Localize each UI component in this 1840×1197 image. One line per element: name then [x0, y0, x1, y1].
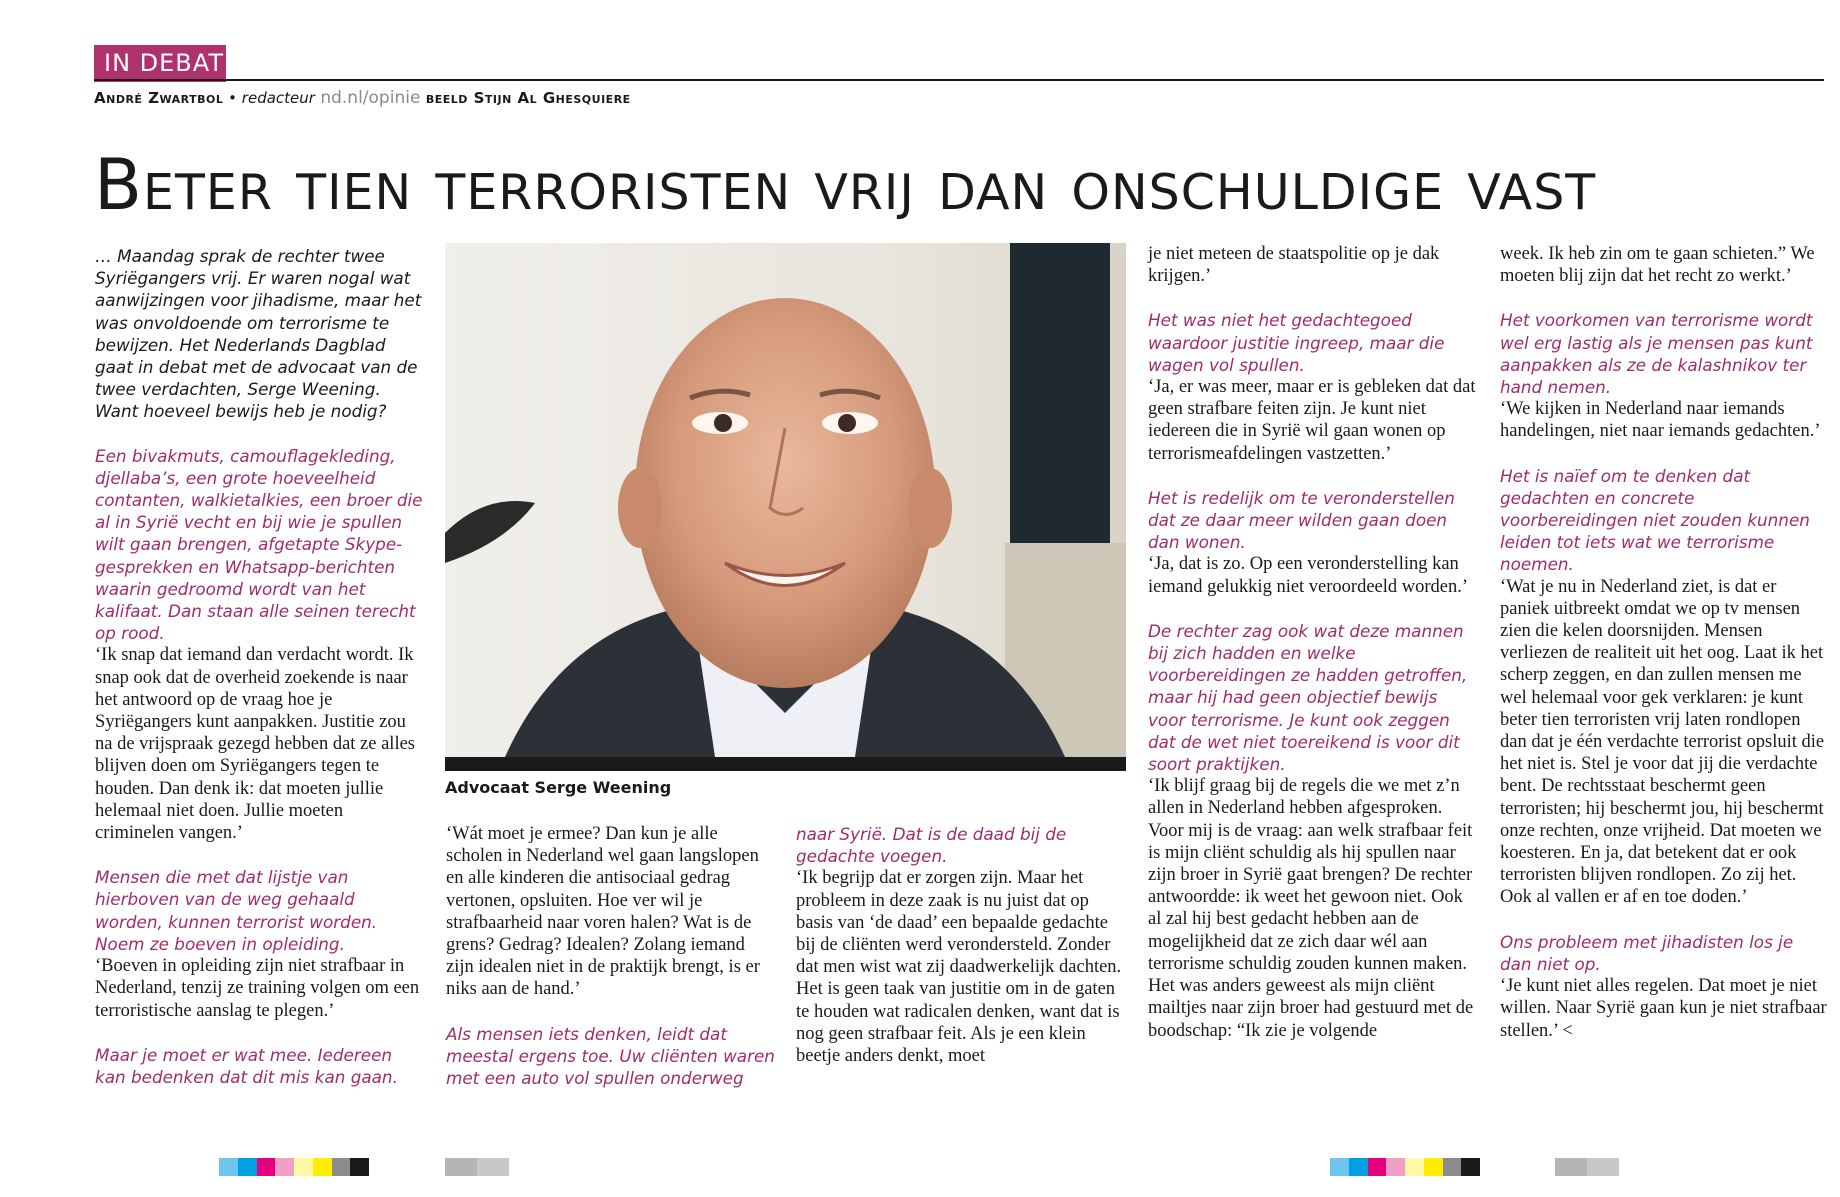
- byline-author: André Zwartbol: [94, 89, 224, 107]
- color-bar-left: [219, 1158, 369, 1176]
- grey-bar-right: [1555, 1158, 1619, 1176]
- answer: ‘Ik blijf graag bij de regels die we met z’n allen in Nederland hebben afgesproken. Voor mij is de vraag: aan welk strafbaar feit is mijn cliënt schuldig als hij spullen naar zijn broer in Syrië gaat brengen? De rechter antwoordde: ik weet het gewoon niet. Ook al zal hij best gedacht hebben aan de mogelijkheid dat ze zich daar wél aan terrorisme schuldig zouden kunnen maken. Het was anders geweest als mijn cliënt mailtjes naar zijn broer had gestuurd met de boodschap: “Ik zie je volgende: [1148, 776, 1474, 1041]
- question: Het is naïef om te denken dat gedachten en concrete voorbereidingen niet zouden kunnen leiden tot iets wat we terrorisme noemen.: [1500, 465, 1810, 575]
- question: De rechter zag ook wat deze mannen bij zich hadden en welke voorbereidingen ze hadden getroffen, maar hij had geen objectief bewijs voor terrorisme. Je kunt ook zeggen dat de wet niet toereikend is voor dit soort praktijken.: [1148, 620, 1468, 775]
- answer: ‘Je kunt niet alles regelen. Dat moet je niet willen. Naar Syrië gaan kun je niet strafbaar stellen.’ <: [1500, 976, 1827, 1041]
- question: Maar je moet er wat mee. Iedereen kan bedenken dat dit mis kan gaan.: [95, 1044, 398, 1087]
- color-swatch: [1424, 1158, 1443, 1176]
- color-swatch: [1555, 1158, 1587, 1176]
- color-bar-right: [1330, 1158, 1480, 1176]
- color-swatch: [1587, 1158, 1619, 1176]
- color-swatch: [1405, 1158, 1424, 1176]
- answer: ‘Ja, er was meer, maar er is gebleken dat dat geen strafbare feiten zijn. Je kunt niet iedereen die in Syrië wil gaan wonen op terrorismeafdelingen vastzetten.’: [1148, 377, 1476, 464]
- color-swatch: [1443, 1158, 1462, 1176]
- intro: … Maandag sprak de rechter twee Syriëgangers vrij. Er waren nogal wat aanwijzingen voor jihadisme, maar het was onvoldoende om terrorisme te bewijzen. Het Nederlands Dagblad gaat in debat met de advocaat van de twee verdachten, Serge Weening. Want hoeveel bewijs heb je nodig?: [95, 246, 422, 422]
- question: Mensen die met dat lijstje van hierboven van de weg gehaald worden, kunnen terrorist worden. Noem ze boeven in opleiding.: [95, 867, 378, 954]
- header-rule: [94, 79, 1824, 81]
- photo-caption: Advocaat Serge Weening: [445, 778, 672, 797]
- color-swatch: [1386, 1158, 1405, 1176]
- answer: je niet meteen de staatspolitie op je dak krijgen.’: [1148, 244, 1440, 287]
- color-swatch: [219, 1158, 238, 1176]
- grey-bar-left: [445, 1158, 509, 1176]
- color-swatch: [313, 1158, 332, 1176]
- color-swatch: [350, 1158, 369, 1176]
- byline: [94, 88, 631, 108]
- column-2: [446, 823, 776, 1089]
- answer: ‘Wát moet je ermee? Dan kun je alle scholen in Nederland wel gaan langslopen en alle kinderen die antisociaal gedrag vertonen, opsluiten. Hoe ver wil je strafbaarheid naar voren halen? Wat is de grens? Gedrag? Idealen? Zolang iemand zijn idealen niet in de praktijk brengt, is er niks aan de hand.’: [446, 824, 760, 1000]
- question: Als mensen iets denken, leidt dat meestal ergens toe. Uw cliënten waren met een auto vol spullen onderweg: [446, 1023, 775, 1089]
- answer: Het is geen taak van justitie om in de gaten te houden wat radicalen denken, want dat is nog geen strafbaar feit. Als je een klein beetje anders denkt, moet: [796, 979, 1120, 1067]
- column-5: [1500, 243, 1830, 1042]
- byline-separator: •: [223, 89, 242, 107]
- section-tag: IN DEBAT: [94, 45, 226, 82]
- color-swatch: [275, 1158, 294, 1176]
- color-swatch: [1330, 1158, 1349, 1176]
- color-swatch: [1461, 1158, 1480, 1176]
- question: Ons probleem met jihadisten los je dan niet op.: [1500, 931, 1794, 974]
- answer: week. Ik heb zin om te gaan schieten.” We moeten blij zijn dat het recht zo werkt.’: [1500, 244, 1815, 287]
- question: Het voorkomen van terrorisme wordt wel erg lastig als je mensen pas kunt aanpakken als ze de kalashnikov ter hand nemen.: [1500, 310, 1813, 398]
- color-swatch: [477, 1158, 509, 1176]
- portrait-illustration: [445, 243, 1126, 757]
- color-swatch: [1368, 1158, 1387, 1176]
- color-swatch: [1349, 1158, 1368, 1176]
- byline-photo-credit: beeld Stijn Al Ghesquiere: [425, 89, 631, 107]
- column-3: [796, 823, 1126, 1067]
- portrait-photo: [445, 243, 1126, 757]
- photo-bottom-bar: [445, 757, 1126, 771]
- question: Een bivakmuts, camouflagekleding, djellaba’s, een grote hoeveelheid contanten, walkietalkies, een broer die al in Syrië vecht en bij wie je spullen wilt gaan brengen, afgetapte Skype-gesprekken en Whatsapp-berichten waarin gedroomd wordt van het kalifaat. Dan staan alle seinen terecht op rood.: [95, 445, 423, 644]
- color-swatch: [238, 1158, 257, 1176]
- color-swatch: [294, 1158, 313, 1176]
- question: naar Syrië. Dat is de daad bij de gedachte voegen.: [796, 824, 1067, 867]
- color-swatch: [332, 1158, 351, 1176]
- answer: ‘Ja, dat is zo. Op een veronderstelling kan iemand gelukkig niet veroordeeld worden.’: [1148, 554, 1469, 597]
- byline-role: redacteur: [241, 89, 315, 107]
- answer: ‘Ik snap dat iemand dan verdacht wordt. Ik snap ook dat de overheid zoekende is naar het antwoord op de vraag hoe je Syriëgangers kunt aanpakken. Justitie zou na de vrijspraak gezegd hebben dat ze alles blijven doen om Syriëgangers tegen te houden. Dan denk ik: dat moeten jullie helemaal niet doen. Jullie moeten criminelen vangen.’: [95, 645, 416, 844]
- byline-site[interactable]: nd.nl/opinie: [314, 88, 426, 108]
- answer: ‘Ik begrijp dat er zorgen zijn. Maar het probleem in deze zaak is nu juist dat op basis van ‘de daad’ een bepaalde gedachte bij de cliënten werd verondersteld. Zonder dat men wist wat zij daadwerkelijk dachten.: [796, 868, 1122, 978]
- column-4: [1148, 243, 1478, 1042]
- color-swatch: [257, 1158, 276, 1176]
- answer: ‘Wat je nu in Nederland ziet, is dat er paniek uitbreekt omdat we op tv mensen zien die kelen doorsnijden. Mensen verliezen de realiteit uit het oog. Laat ik het scherp zeggen, en dan zullen mensen me wel helemaal voor gek verklaren: je kunt beter tien terroristen vrij laten rondlopen dan dat je één verdachte terrorist opsluit die het niet is. Stel je voor dat jij die verdachte bent. De rechtsstaat beschermt geen terroristen; hij beschermt jou, hij beschermt onze rechten, onze vrijheid. Dat moeten we koesteren. En ja, dat betekent dat er ook terroristen blijven rondlopen. Zo zij het. Ook al vallen er af en toe doden.’: [1500, 576, 1825, 908]
- question: Het was niet het gedachtegoed waardoor justitie ingreep, maar die wagen vol spullen.: [1148, 310, 1445, 375]
- answer: ‘Boeven in opleiding zijn niet strafbaar in Nederland, tenzij ze training volgen om een terroristische aanslag te plegen.’: [95, 956, 420, 1021]
- color-swatch: [445, 1158, 477, 1176]
- answer: ‘We kijken in Nederland naar iemands handelingen, niet naar iemands gedachten.’: [1500, 399, 1821, 442]
- question: Het is redelijk om te veronderstellen dat ze daar meer wilden gaan doen dan wonen.: [1148, 487, 1455, 553]
- column-1: [95, 245, 425, 1088]
- headline: Beter tien terroristen vrij dan onschuldige vast: [94, 144, 1597, 226]
